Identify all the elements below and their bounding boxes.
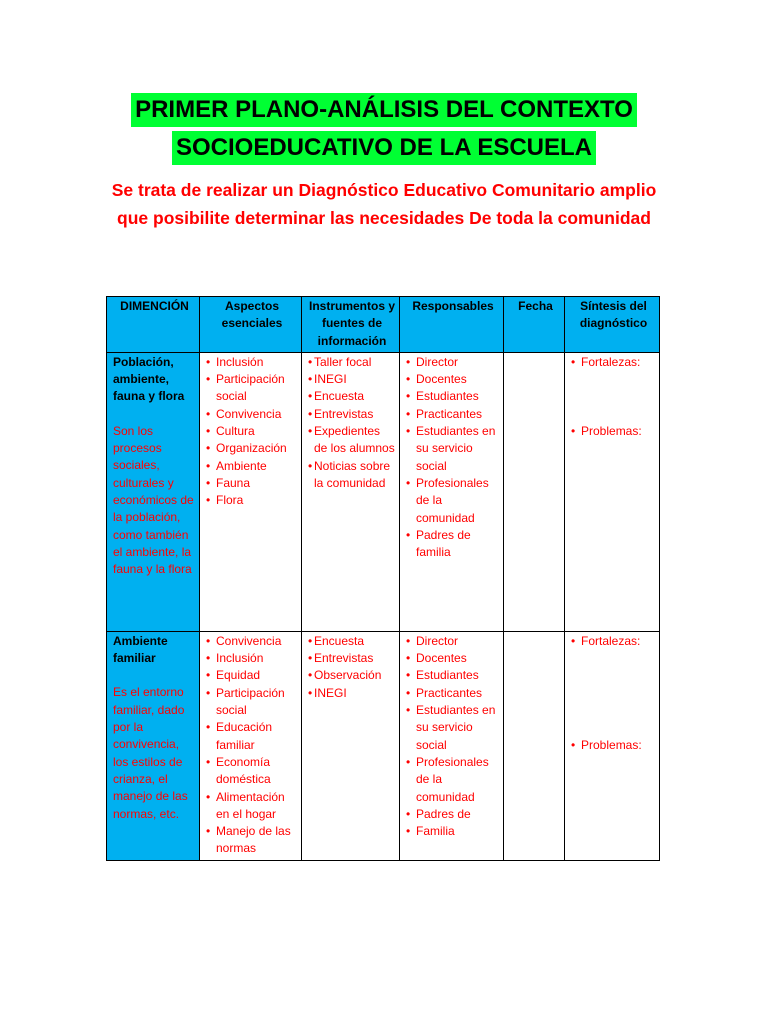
list-item: • Alimentación en el hogar (206, 789, 298, 824)
list-item: • Estudiantes en su servicio social (406, 423, 500, 475)
fortalezas-item: • Fortalezas: (571, 354, 656, 371)
list-item: • Convivencia (206, 633, 298, 650)
header-instrumentos: Instrumentos y fuentes de información (302, 297, 400, 353)
dimension-name: Población, ambiente, fauna y flora (113, 354, 185, 404)
list-item: • Convivencia (206, 406, 298, 423)
list-item: • Expedientes de los alumnos (308, 423, 396, 458)
list-item: • Entrevistas (308, 650, 396, 667)
page-title (0, 93, 768, 165)
list-item: • Economía doméstica (206, 754, 298, 789)
list-item: • Docentes (406, 371, 500, 388)
list-item: • Organización (206, 440, 298, 457)
fecha-cell (504, 352, 565, 631)
aspectos-cell (200, 352, 302, 631)
responsables-list (406, 633, 500, 841)
list-item: • Director (406, 354, 500, 371)
list-item: • Taller focal (308, 354, 396, 371)
list-item: • Participación social (206, 685, 298, 720)
list-item: • Padres de familia (406, 527, 500, 562)
list-item: • Encuesta (308, 388, 396, 405)
title-line-2: SOCIOEDUCATIVO DE LA ESCUELA (172, 131, 596, 165)
title-line-1: PRIMER PLANO-ANÁLISIS DEL CONTEXTO (131, 93, 637, 127)
instrumentos-list (308, 354, 396, 492)
problemas-item: • Problemas: (571, 737, 656, 754)
list-item: • Ambiente (206, 458, 298, 475)
list-item: • Director (406, 633, 500, 650)
dimension-cell (107, 631, 200, 860)
list-item: • Entrevistas (308, 406, 396, 423)
list-item: • Manejo de las normas (206, 823, 298, 858)
aspectos-cell (200, 631, 302, 860)
list-item: • Profesionales de la comunidad (406, 754, 500, 806)
list-item: • Fauna (206, 475, 298, 492)
list-item: • Padres de (406, 806, 500, 823)
table-row (107, 352, 660, 631)
table-header-row (107, 297, 660, 353)
list-item: • Docentes (406, 650, 500, 667)
subtitle-line-2: que posibilite determinar las necesidades De toda la comunidad (117, 208, 651, 228)
dimension-name: Ambiente familiar (113, 633, 168, 666)
list-item: • Estudiantes en su servicio social (406, 702, 500, 754)
instrumentos-cell (302, 631, 400, 860)
sintesis-list (571, 633, 656, 755)
list-item: • Practicantes (406, 406, 500, 423)
list-item: • Encuesta (308, 633, 396, 650)
list-item: • INEGI (308, 371, 396, 388)
list-item: • Estudiantes (406, 667, 500, 684)
sintesis-list (571, 354, 656, 441)
header-responsables: Responsables (400, 297, 504, 353)
instrumentos-cell (302, 352, 400, 631)
instrumentos-list (308, 633, 396, 702)
diagnosis-table (106, 296, 660, 861)
list-item: • Cultura (206, 423, 298, 440)
header-fecha: Fecha (504, 297, 565, 353)
list-item: • Flora (206, 492, 298, 509)
list-item: • Participación social (206, 371, 298, 406)
list-item: • Inclusión (206, 650, 298, 667)
list-item: • Inclusión (206, 354, 298, 371)
fecha-cell (504, 631, 565, 860)
list-item: • Educación familiar (206, 719, 298, 754)
header-aspectos: Aspectos esenciales (200, 297, 302, 353)
page-subtitle (0, 176, 768, 232)
sintesis-cell (565, 631, 660, 860)
header-dimension: DIMENCIÓN (107, 297, 200, 353)
list-item: • Familia (406, 823, 500, 840)
aspectos-list (206, 633, 298, 858)
list-item: • Noticias sobre la comunidad (308, 458, 396, 493)
table-row (107, 631, 660, 860)
responsables-cell (400, 631, 504, 860)
subtitle-line-1: Se trata de realizar un Diagnóstico Educativo Comunitario amplio (111, 180, 657, 200)
problemas-item: • Problemas: (571, 423, 656, 440)
sintesis-cell (565, 352, 660, 631)
list-item: • Equidad (206, 667, 298, 684)
aspectos-list (206, 354, 298, 510)
list-item: • Profesionales de la comunidad (406, 475, 500, 527)
list-item: • INEGI (308, 685, 396, 702)
responsables-cell (400, 352, 504, 631)
list-item: • Observación (308, 667, 396, 684)
header-sintesis: Síntesis del diagnóstico (565, 297, 660, 353)
responsables-list (406, 354, 500, 562)
fortalezas-item: • Fortalezas: (571, 633, 656, 650)
list-item: • Practicantes (406, 685, 500, 702)
list-item: • Estudiantes (406, 388, 500, 405)
dimension-description: Son los procesos sociales, culturales y económicos de la población, como también el ambiente, la fauna y la flora (113, 423, 194, 577)
dimension-cell (107, 352, 200, 631)
dimension-description: Es el entorno familiar, dado por la convivencia, los estilos de crianza, el manejo de las normas, etc. (113, 685, 188, 821)
